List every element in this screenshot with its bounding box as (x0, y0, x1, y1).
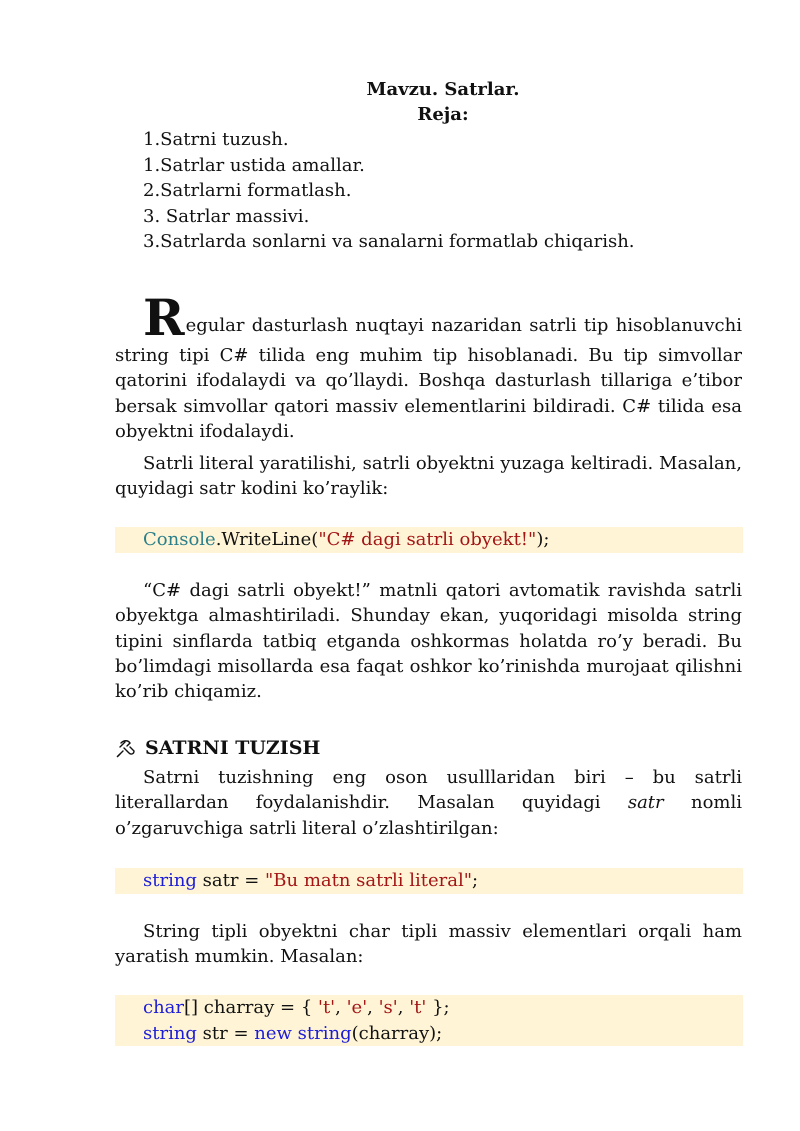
code-class: Console (143, 529, 216, 550)
plan-item: 3.Satrlarda sonlarni va sanalarni formatlab chiqarish. (143, 231, 635, 252)
code-char: 'e' (346, 997, 368, 1018)
section-heading (115, 733, 320, 763)
code-block-string (115, 868, 743, 894)
writing-hand-icon (115, 737, 137, 759)
variable-name: satr (627, 792, 664, 814)
code-keyword: new (254, 1022, 292, 1044)
plan-list (143, 127, 635, 255)
intro-first-line-text: egular dasturlash nuqtayi nazaridan satrli tip hisoblanuvchi (185, 315, 742, 336)
paragraph-explanation: “C# dagi satrli obyekt!” matnli qatori avtomatik ravishda satrli obyektga almashtiriladi. Shunday ekan, yuqoridagi misolda string tipini sinflarda tatbiq etganda oshkormas holatda ro’y beradi. Bu bo’limdagi misollarda esa faqat oshkor ko’rinishda murojaat qilishni ko’rib chiqamiz. (115, 580, 742, 703)
code-method: .WriteLine( (215, 529, 319, 550)
code-text: satr = (196, 870, 266, 891)
code-keyword: string (143, 1022, 197, 1044)
plan-item: 1.Satrni tuzush. (143, 129, 289, 150)
intro-rest: string tipi C# tilida eng muhim tip hisoblanadi. Bu tip simvollar qatorini ifodalaydi va qo’llaydi. Boshqa dasturlash tillariga e’tibor bersak simvollar qatori massiv elementlarini bildiradi. C# tilida esa obyektni ifodalaydi. (115, 345, 742, 442)
code-block-char (115, 995, 743, 1046)
section-title: SATRNI TUZISH (145, 737, 321, 759)
paragraph-char-array: String tipli obyektni char tipli massiv elementlari orqali ham yaratish mumkin. Masalan: (115, 921, 742, 968)
code-char: 't' (318, 997, 336, 1018)
code-end: (charray); (351, 1022, 443, 1044)
code-sep: , (397, 997, 410, 1018)
code-keyword: string (297, 1022, 352, 1044)
plan-item: 2.Satrlarni formatlash. (143, 180, 352, 201)
intro-first-line (115, 288, 742, 347)
code-text: str = (196, 1022, 255, 1044)
paragraph-satr (115, 765, 742, 841)
code-block-console (115, 527, 743, 553)
code-end: ; (472, 870, 479, 891)
code-string: "Bu matn satrli literal" (265, 870, 472, 891)
code-string: "C# dagi satrli obyekt!" (318, 529, 537, 550)
code-char: 's' (378, 997, 398, 1018)
document-title (0, 77, 800, 127)
intro-paragraph (115, 288, 742, 444)
para4-text: Satrni tuzishning eng oson usulllaridan biri – bu satrli literallardan foydalanishdir. Masalan quyidagi (115, 767, 742, 814)
code-char: 't' (409, 997, 427, 1018)
code-sep: , (335, 997, 347, 1018)
para4-text-end: nomli o’zgaruvchiga satrli literal o’zlashtirilgan: (115, 792, 742, 839)
title-topic: Mavzu. Satrlar. (366, 79, 520, 100)
code-line (143, 995, 743, 1021)
code-text: [] charray = { (184, 997, 318, 1018)
plan-item: 3. Satrlar massivi. (143, 205, 310, 227)
code-end: ); (536, 529, 550, 550)
code-sep: , (367, 997, 379, 1018)
title-plan: Reja: (417, 104, 469, 125)
drop-cap: R (143, 288, 185, 347)
code-line (143, 1021, 743, 1047)
paragraph-literal: Satrli literal yaratilishi, satrli obyektni yuzaga keltiradi. Masalan, quyidagi satr kodini ko’raylik: (115, 453, 742, 500)
code-keyword: string (143, 870, 197, 891)
code-keyword: char (143, 997, 185, 1018)
code-end: }; (426, 997, 450, 1018)
plan-item: 1.Satrlar ustida amallar. (143, 154, 365, 176)
